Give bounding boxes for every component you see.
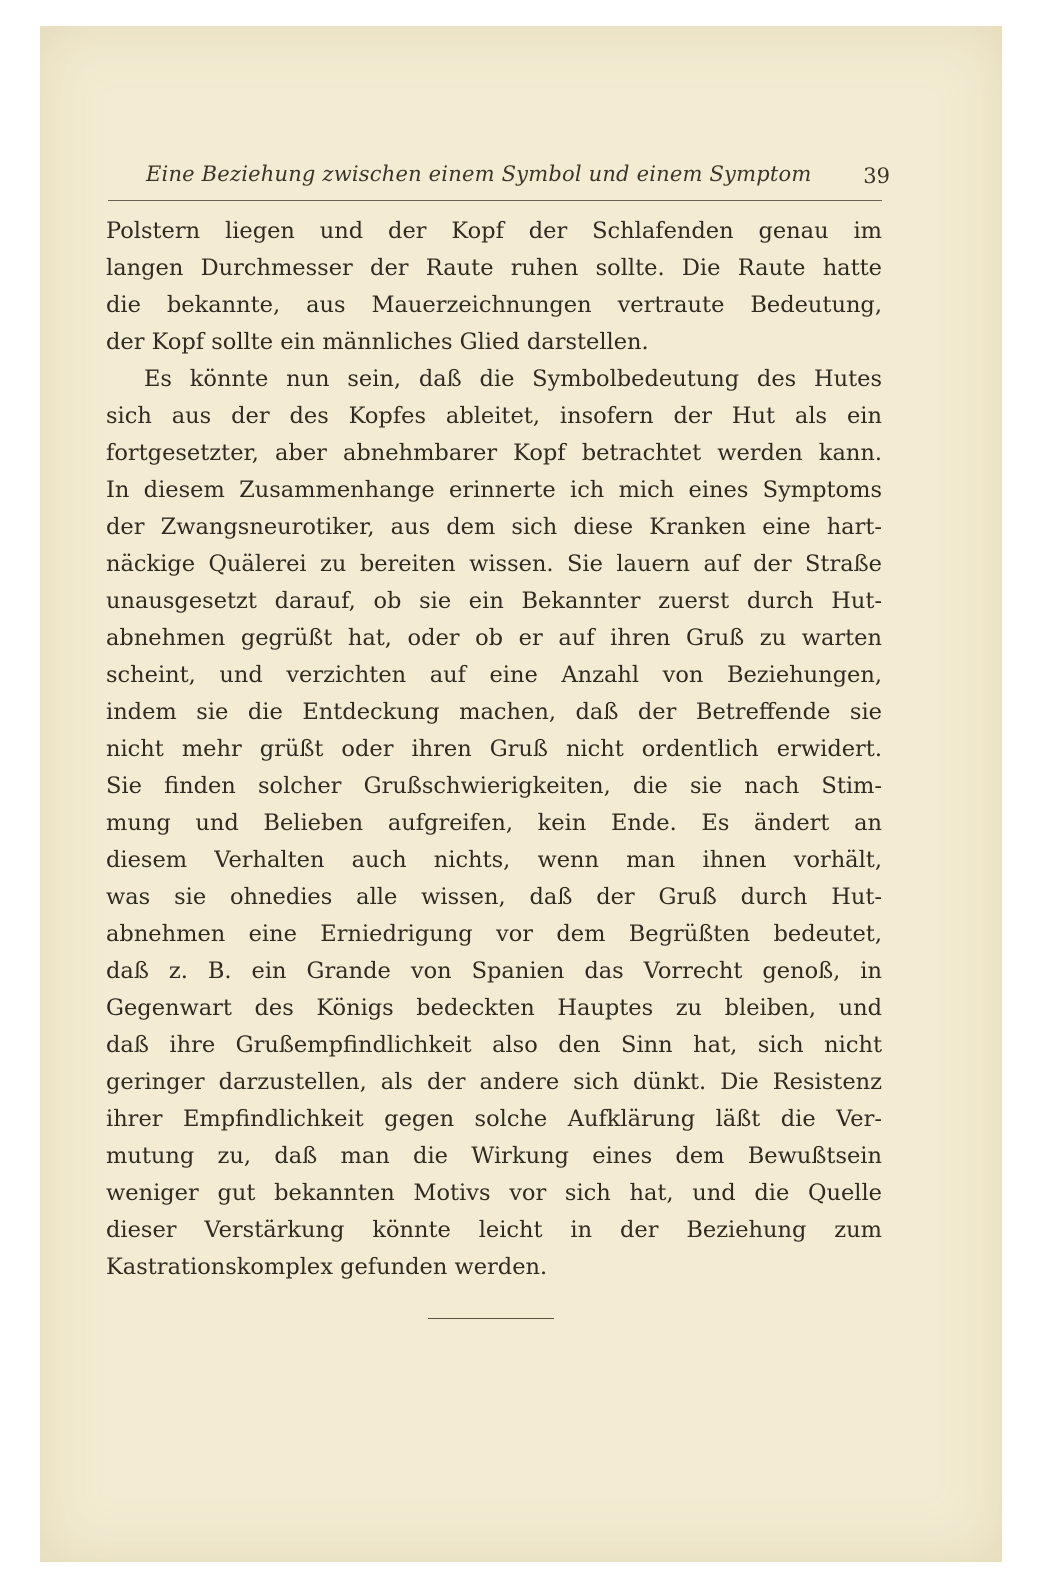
text-line: unausgesetzt darauf, ob sie ein Bekannter zuerst durch Hut-: [106, 588, 882, 614]
text-line: fortgesetzter, aber abnehmbarer Kopf betrachtet werden kann.: [106, 440, 882, 466]
text-line: Polstern liegen und der Kopf der Schlafenden genau im: [106, 218, 882, 244]
page-number: 39: [863, 164, 890, 188]
running-title: Eine Beziehung zwischen einem Symbol und einem Symptom: [146, 162, 812, 186]
text-line: näckige Quälerei zu bereiten wissen. Sie lauern auf der Straße: [106, 551, 882, 577]
text-line: In diesem Zusammenhange erinnerte ich mich eines Symptoms: [106, 477, 882, 503]
text-line: Kastrationskomplex gefunden werden.: [106, 1254, 548, 1280]
text-line: sich aus der des Kopfes ableitet, insofern der Hut als ein: [106, 403, 882, 429]
text-line: indem sie die Entdeckung machen, daß der Betreffende sie: [106, 699, 882, 725]
text-line: daß z. B. ein Grande von Spanien das Vorrecht genoß, in: [106, 958, 882, 984]
text-line: geringer darzustellen, als der andere sich dünkt. Die Resistenz: [106, 1069, 882, 1095]
text-line: weniger gut bekannten Motivs vor sich hat, und die Quelle: [106, 1180, 882, 1206]
text-line: scheint, und verzichten auf eine Anzahl von Beziehungen,: [106, 662, 882, 688]
page-header: [108, 160, 890, 201]
text-line: Sie finden solcher Grußschwierigkeiten, die sie nach Stim-: [106, 773, 882, 799]
text-line: was sie ohnedies alle wissen, daß der Gruß durch Hut-: [106, 884, 882, 910]
text-line: abnehmen eine Erniedrigung vor dem Begrüßten bedeutet,: [106, 921, 882, 947]
paragraph-first-line: Es könnte nun sein, daß die Symbolbedeutung des Hutes: [144, 366, 882, 392]
body-text: [106, 213, 882, 1286]
text-line: mung und Belieben aufgreifen, kein Ende. Es ändert an: [106, 810, 882, 836]
text-line: daß ihre Grußempfindlichkeit also den Sinn hat, sich nicht: [106, 1032, 882, 1058]
text-line: diesem Verhalten auch nichts, wenn man ihnen vorhält,: [106, 847, 882, 873]
text-line: ihrer Empfindlichkeit gegen solche Aufklärung läßt die Ver-: [106, 1106, 882, 1132]
text-line: langen Durchmesser der Raute ruhen sollte. Die Raute hatte: [106, 255, 882, 281]
text-line: abnehmen gegrüßt hat, oder ob er auf ihren Gruß zu warten: [106, 625, 882, 651]
text-line: der Zwangsneurotiker, aus dem sich diese Kranken eine hart-: [106, 514, 882, 540]
text-line: der Kopf sollte ein männliches Glied darstellen.: [106, 329, 649, 355]
text-line: die bekannte, aus Mauerzeichnungen vertraute Bedeutung,: [106, 292, 882, 318]
text-line: Gegenwart des Königs bedeckten Hauptes zu bleiben, und: [106, 995, 882, 1021]
text-line: mutung zu, daß man die Wirkung eines dem Bewußtsein: [106, 1143, 882, 1169]
text-line: nicht mehr grüßt oder ihren Gruß nicht ordentlich erwidert.: [106, 736, 882, 762]
text-line: dieser Verstärkung könnte leicht in der Beziehung zum: [106, 1217, 882, 1243]
section-end-rule: [428, 1318, 554, 1319]
